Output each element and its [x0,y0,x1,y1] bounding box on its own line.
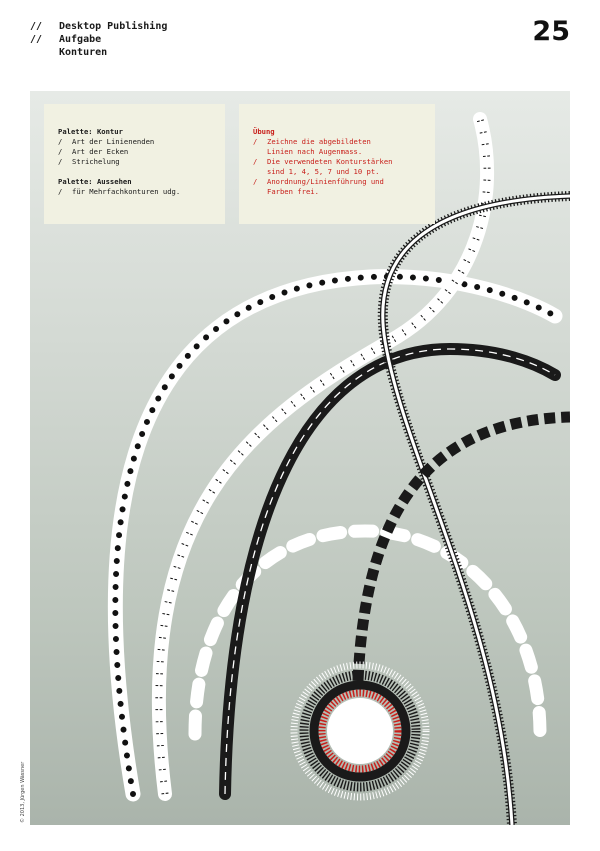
header-spacer [30,46,59,59]
header-slash: // [30,21,43,32]
bullet: / [253,137,258,146]
note-item: Zeichne die abgebildeten Linien nach Augenmass. [267,137,371,156]
black-dashed-curve [358,417,570,681]
page-number: 25 [532,16,570,47]
header-slash: // [30,34,43,45]
note-item: Die verwendeten Konturstärken sind 1, 4, 5, 7 und 10 pt. [267,157,393,176]
target-ring [294,665,426,797]
header-course: Desktop Publishing [59,21,168,32]
note-title: Palette: Kontur [58,127,123,136]
copyright-credit: © 2013, Jürgen Wässner [20,761,26,823]
poster [30,91,570,825]
note-item: Anordnung/Linienführung und Farben frei. [267,177,384,196]
bullet: / [58,137,63,146]
note-item: Strichelung [72,157,120,166]
note-title: Übung [253,127,275,136]
header-topic: Konturen [59,47,108,58]
note-exercise [239,104,435,224]
note-item: Art der Ecken [72,147,129,156]
bullet: / [253,177,258,186]
header-task: Aufgabe [59,34,102,45]
bullet: / [58,147,63,156]
bullet: / [58,187,63,196]
note-title: Palette: Aussehen [58,177,132,186]
note-item: für Mehrfachkonturen udg. [72,187,181,196]
bullet: / [58,157,63,166]
note-palette [44,104,225,224]
note-item: Art der Linienenden [72,137,155,146]
header [30,20,167,59]
bullet: / [253,157,258,166]
